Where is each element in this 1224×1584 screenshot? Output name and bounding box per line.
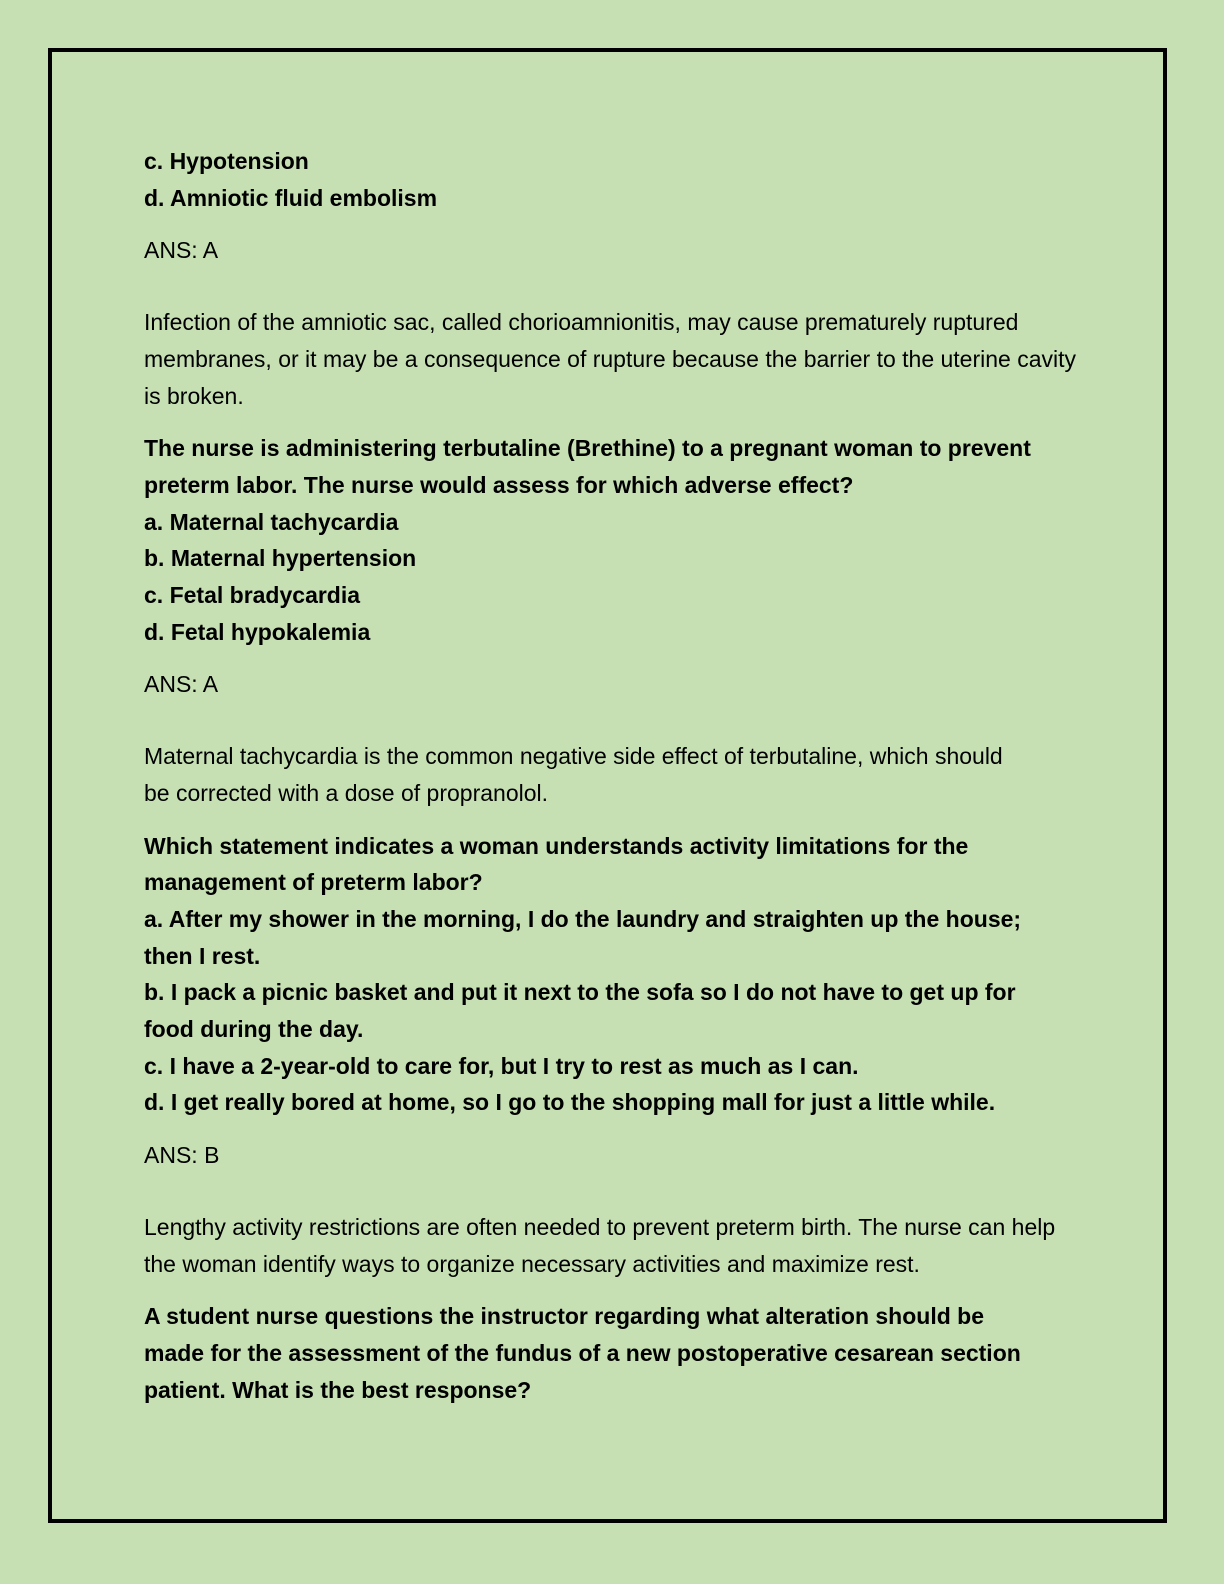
q1-option-d: d. Fetal hypokalemia xyxy=(144,618,371,645)
q2-option-c: c. I have a 2-year-old to care for, but I try to rest as much as I can. xyxy=(144,1052,859,1079)
q3-stem-line-3: patient. What is the best response? xyxy=(144,1376,532,1403)
q1-stem-line-1: The nurse is administering terbutaline (Brethine) to a pregnant woman to prevent xyxy=(144,435,1031,462)
q2-stem-line-2: management of preterm labor? xyxy=(144,869,483,896)
q2-stem-line-1: Which statement indicates a woman understands activity limitations for the xyxy=(144,832,969,859)
q1-option-c: c. Fetal bradycardia xyxy=(144,582,361,609)
q2-option-a-line-2: then I rest. xyxy=(144,942,261,969)
q2-answer: ANS: B xyxy=(144,1142,220,1169)
q3-stem-line-2: made for the assessment of the fundus of a new postoperative cesarean section xyxy=(144,1339,1021,1366)
q1-option-a: a. Maternal tachycardia xyxy=(144,508,399,535)
prev-answer: ANS: A xyxy=(144,237,219,264)
prev-option-d: d. Amniotic fluid embolism xyxy=(144,184,438,211)
q1-option-b: b. Maternal hypertension xyxy=(144,545,417,572)
prev-rationale: Infection of the amniotic sac, called chorioamnionitis, may cause prematurely ruptured membranes, or it may be a consequence of rupture because the barrier to the uterine cavity is broken. xyxy=(144,309,1077,409)
q2-option-b-line-1: b. I pack a picnic basket and put it next to the sofa so I do not have to get up for xyxy=(144,979,1016,1006)
q1-answer: ANS: A xyxy=(144,671,219,698)
q1-stem-line-2: preterm labor. The nurse would assess for which adverse effect? xyxy=(144,471,854,498)
q3-stem-line-1: A student nurse questions the instructor regarding what alteration should be xyxy=(144,1303,985,1330)
q1-rationale: Maternal tachycardia is the common negative side effect of terbutaline, which should be corrected with a dose of propranolol. xyxy=(144,743,1003,806)
prev-option-c: c. Hypotension xyxy=(144,148,309,174)
q2-rationale: Lengthy activity restrictions are often needed to prevent preterm birth. The nurse can help the woman identify ways to organize necessary activities and maximize rest. xyxy=(144,1213,1056,1277)
document-content xyxy=(144,143,1084,1408)
q2-option-a-line-1: a. After my shower in the morning, I do the laundry and straighten up the house; xyxy=(144,905,1022,932)
q2-option-b-line-2: food during the day. xyxy=(144,1016,364,1043)
q2-option-d: d. I get really bored at home, so I go to the shopping mall for just a little while. xyxy=(144,1089,996,1116)
